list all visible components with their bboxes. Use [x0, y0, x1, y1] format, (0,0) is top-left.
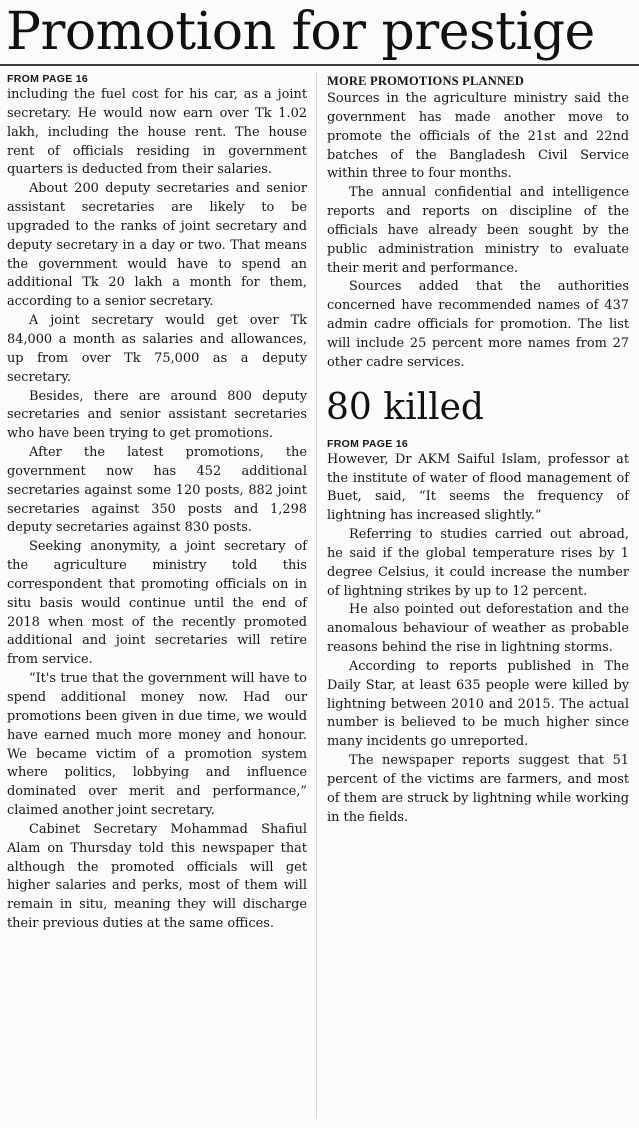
- article-paragraph: Sources in the agriculture ministry said the government has made another move to promote the officials of the 21st and 22nd batches of the Bangladesh Civil Service within three to four months.: [327, 91, 629, 182]
- column-divider: [316, 72, 317, 1118]
- second-article-dateline: FROM PAGE 16: [327, 437, 409, 450]
- article-paragraph: About 200 deputy secretaries and senior assistant secretaries are likely to be upgraded to the ranks of joint secretary and deputy secretary in a day or two. That means the government would have to spend an additional Tk 20 lakh a month for them, according to a senior secretary.: [7, 181, 307, 310]
- article-paragraph: including the fuel cost for his car, as a joint secretary. He would now earn over Tk 1.02 lakh, including the house rent. The house rent of officials residing in government quarters is deducted from their salaries.: [7, 87, 307, 178]
- headline-rule: [0, 64, 639, 66]
- article-paragraph: Cabinet Secretary Mohammad Shafiul Alam on Thursday told this newspaper that although the promoted officials will get higher salaries and perks, most of them will remain in situ, meaning they will discharge their previous duties at the same offices.: [7, 821, 307, 932]
- article-headline: Promotion for prestige: [6, 2, 595, 62]
- article-paragraph: Sources added that the authorities concerned have recommended names of 437 admin cadre officials for promotion. The list will include 25 percent more names from 27 other cadre services.: [327, 279, 629, 370]
- article-paragraph: Seeking anonymity, a joint secretary of the agriculture ministry told this correspondent that promoting officials on in situ basis would continue until the end of 2018 when most of the recently promoted additional and joint secretaries will retire from service.: [7, 539, 307, 668]
- article-paragraph: The newspaper reports suggest that 51 percent of the victims are farmers, and most of them are struck by lightning while working in the fields.: [327, 753, 629, 825]
- article-paragraph: Referring to studies carried out abroad, he said if the global temperature rises by 1 degree Celsius, it could increase the number of lightning strikes by up to 12 percent.: [327, 527, 629, 599]
- right-column: [327, 72, 629, 828]
- article-paragraph: According to reports published in The Daily Star, at least 635 people were killed by lightning between 2010 and 2015. The actual number is believed to be much higher since many incidents go unreported.: [327, 658, 629, 750]
- second-article-headline: 80 killed: [326, 386, 484, 428]
- article-paragraph: A joint secretary would get over Tk 84,000 a month as salaries and allowances, up from over Tk 75,000 as a deputy secretary.: [7, 313, 307, 385]
- article-subhead: MORE PROMOTIONS PLANNED: [327, 74, 524, 88]
- article-paragraph: “It's true that the government will have to spend additional money now. Had our promotions been given in due time, we would have earned much more money and honour. We became victim of a promotion system where politics, lobbying and influence dominated over merit and performance,” claimed another joint secretary.: [7, 671, 307, 819]
- article-paragraph: After the latest promotions, the government now has 452 additional secretaries against some 120 posts, 882 joint secretaries against 350 posts and 1,298 deputy secretaries against 830 posts.: [7, 445, 307, 536]
- left-column: [7, 72, 307, 934]
- article-paragraph: Besides, there are around 800 deputy secretaries and senior assistant secretaries who have been trying to get promotions.: [7, 388, 307, 442]
- article-dateline: FROM PAGE 16: [7, 73, 89, 85]
- article-paragraph: The annual confidential and intelligence reports and reports on discipline of the officials have already been sought by the public administration ministry to evaluate their merit and performance.: [327, 185, 629, 276]
- article-paragraph: However, Dr AKM Saiful Islam, professor at the institute of water of flood management of Buet, said, “It seems the frequency of lightning has increased slightly.”: [327, 451, 629, 524]
- article-paragraph: He also pointed out deforestation and the anomalous behaviour of weather as probable reasons behind the rise in lightning storms.: [327, 602, 629, 656]
